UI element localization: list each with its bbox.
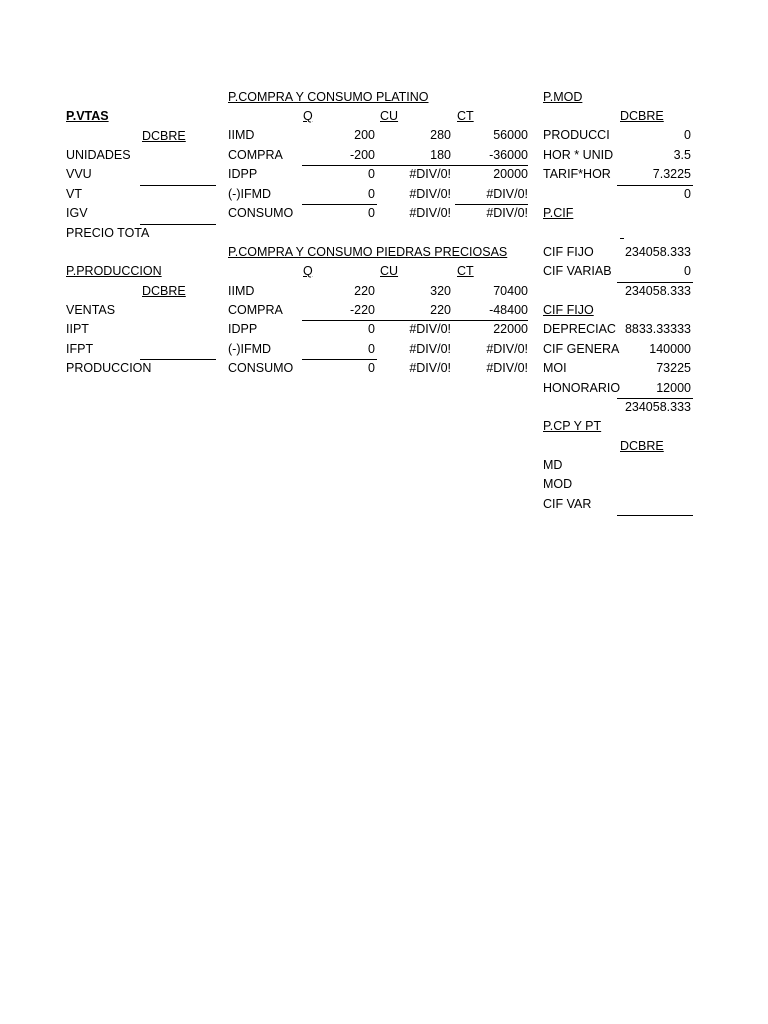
pcif-tick-mark (620, 238, 624, 239)
ciffijo-value-honorario: 12000 (656, 381, 691, 395)
platino-q-iimd: 200 (354, 128, 375, 142)
platino-label-consumo: CONSUMO (228, 206, 294, 220)
platino-ct-idpp: 20000 (493, 167, 528, 181)
piedras-cu-compra: 220 (430, 303, 451, 317)
pvtas-row-unidades: UNIDADES (66, 148, 131, 162)
piedras-ct-idpp: 22000 (493, 322, 528, 336)
piedras-label-idpp: IDPP (228, 322, 258, 336)
pmod-label-tarif-hor: TARIF*HOR (543, 167, 611, 181)
platino-label-iimd: IIMD (228, 128, 255, 142)
ciffijo-underline-total (617, 398, 693, 399)
piedras-header-ct: CT (457, 264, 474, 278)
piedras-label-consumo: CONSUMO (228, 361, 294, 375)
platino-q-idpp: 0 (368, 167, 375, 181)
ciffijo-value-moi: 73225 (656, 361, 691, 375)
piedras-q-compra: -220 (349, 303, 375, 317)
platino-ct-ifmd: #DIV/0! (486, 187, 528, 201)
pproduccion-row-ifpt: IFPT (66, 342, 94, 356)
platino-cu-consumo: #DIV/0! (409, 206, 451, 220)
ciffijo-label-depreciac: DEPRECIAC (543, 322, 616, 336)
pvtas-row-vvu: VVU (66, 167, 92, 181)
pcppt-title: P.CP Y PT (543, 419, 602, 433)
piedras-label-iimd: IIMD (228, 284, 255, 298)
piedras-cu-idpp: #DIV/0! (409, 322, 451, 336)
pmod-title: P.MOD (543, 90, 583, 104)
pproduccion-row-ventas: VENTAS (66, 303, 116, 317)
platino-ct-consumo: #DIV/0! (486, 206, 528, 220)
pvtas-title: P.VTAS (66, 109, 109, 123)
piedras-label-ifmd: (-)IFMD (228, 342, 272, 356)
piedras-ct-ifmd: #DIV/0! (486, 342, 528, 356)
pcppt-underline-cif-var (617, 515, 693, 516)
pmod-label-hor-unid: HOR * UNID (543, 148, 614, 162)
platino-cu-idpp: #DIV/0! (409, 167, 451, 181)
pcif-title: P.CIF (543, 206, 574, 220)
pmod-value-tarif-hor: 7.3225 (652, 167, 691, 181)
piedras-q-ifmd: 0 (368, 342, 375, 356)
pmod-value-produccion: 0 (684, 128, 691, 142)
platino-cu-ifmd: #DIV/0! (409, 187, 451, 201)
piedras-cu-consumo: #DIV/0! (409, 361, 451, 375)
pmod-value-hor-unid: 3.5 (673, 148, 691, 162)
piedras-ct-compra: -48400 (489, 303, 528, 317)
pcppt-col-header: DCBRE (620, 439, 664, 453)
pcif-value-cif-variab: 0 (684, 264, 691, 278)
ciffijo-value-depreciac: 8833.33333 (624, 322, 691, 336)
pvtas-row-precio-total: PRECIO TOTA (66, 226, 150, 240)
platino-ct-compra: -36000 (489, 148, 528, 162)
piedras-line-compra (302, 320, 528, 321)
pcppt-row-cif-var: CIF VAR (543, 497, 592, 511)
platino-ct-iimd: 56000 (493, 128, 528, 142)
piedras-line-ifmd-q (302, 359, 377, 360)
pproduccion-title: P.PRODUCCION (66, 264, 162, 278)
platino-line-ifmd-q (302, 204, 377, 205)
platino-header-q: Q (303, 109, 313, 123)
pmod-underline-total (617, 185, 693, 186)
platino-header-cu: CU (380, 109, 399, 123)
pcppt-row-mod: MOD (543, 477, 573, 491)
piedras-ct-consumo: #DIV/0! (486, 361, 528, 375)
pmod-col-header: DCBRE (620, 109, 664, 123)
pvtas-underline-vvu (140, 185, 216, 186)
pcif-value-total: 234058.333 (624, 284, 691, 298)
piedras-q-consumo: 0 (368, 361, 375, 375)
pproduccion-underline-ifpt (140, 359, 216, 360)
pvtas-underline-igv (140, 224, 216, 225)
platino-line-ifmd-ct (455, 204, 528, 205)
pcif-label-cif-fijo: CIF FIJO (543, 245, 594, 259)
platino-line-compra (302, 165, 528, 166)
pmod-label-produccion: PRODUCCI (543, 128, 610, 142)
pproduccion-row-iipt: IIPT (66, 322, 89, 336)
piedras-title: P.COMPRA Y CONSUMO PIEDRAS PRECIOSAS (228, 245, 508, 259)
platino-title: P.COMPRA Y CONSUMO PLATINO (228, 90, 429, 104)
piedras-header-q: Q (303, 264, 313, 278)
platino-q-compra: -200 (349, 148, 375, 162)
platino-q-consumo: 0 (368, 206, 375, 220)
platino-cu-iimd: 280 (430, 128, 451, 142)
pcif-underline-total (617, 282, 693, 283)
pcppt-row-md: MD (543, 458, 563, 472)
pmod-value-total: 0 (684, 187, 691, 201)
piedras-cu-ifmd: #DIV/0! (409, 342, 451, 356)
piedras-cu-iimd: 320 (430, 284, 451, 298)
platino-label-idpp: IDPP (228, 167, 258, 181)
ciffijo-value-total: 234058.333 (624, 400, 691, 414)
pcif-value-cif-fijo: 234058.333 (624, 245, 691, 259)
pvtas-row-vt: VT (66, 187, 82, 201)
piedras-header-cu: CU (380, 264, 399, 278)
ciffijo-label-honorario: HONORARIO (543, 381, 621, 395)
pproduccion-col-header: DCBRE (142, 284, 186, 298)
pvtas-row-igv: IGV (66, 206, 88, 220)
platino-q-ifmd: 0 (368, 187, 375, 201)
platino-label-ifmd: (-)IFMD (228, 187, 272, 201)
ciffijo-value-cif-genera: 140000 (649, 342, 691, 356)
pvtas-col-header: DCBRE (142, 129, 186, 143)
piedras-ct-iimd: 70400 (493, 284, 528, 298)
piedras-q-iimd: 220 (354, 284, 375, 298)
pcif-label-cif-variab: CIF VARIAB (543, 264, 612, 278)
ciffijo-title: CIF FIJO (543, 303, 594, 317)
ciffijo-label-cif-genera: CIF GENERA (543, 342, 620, 356)
platino-label-compra: COMPRA (228, 148, 283, 162)
pproduccion-row-produccion: PRODUCCION (66, 361, 152, 375)
platino-header-ct: CT (457, 109, 474, 123)
platino-cu-compra: 180 (430, 148, 451, 162)
piedras-label-compra: COMPRA (228, 303, 283, 317)
piedras-q-idpp: 0 (368, 322, 375, 336)
ciffijo-label-moi: MOI (543, 361, 567, 375)
